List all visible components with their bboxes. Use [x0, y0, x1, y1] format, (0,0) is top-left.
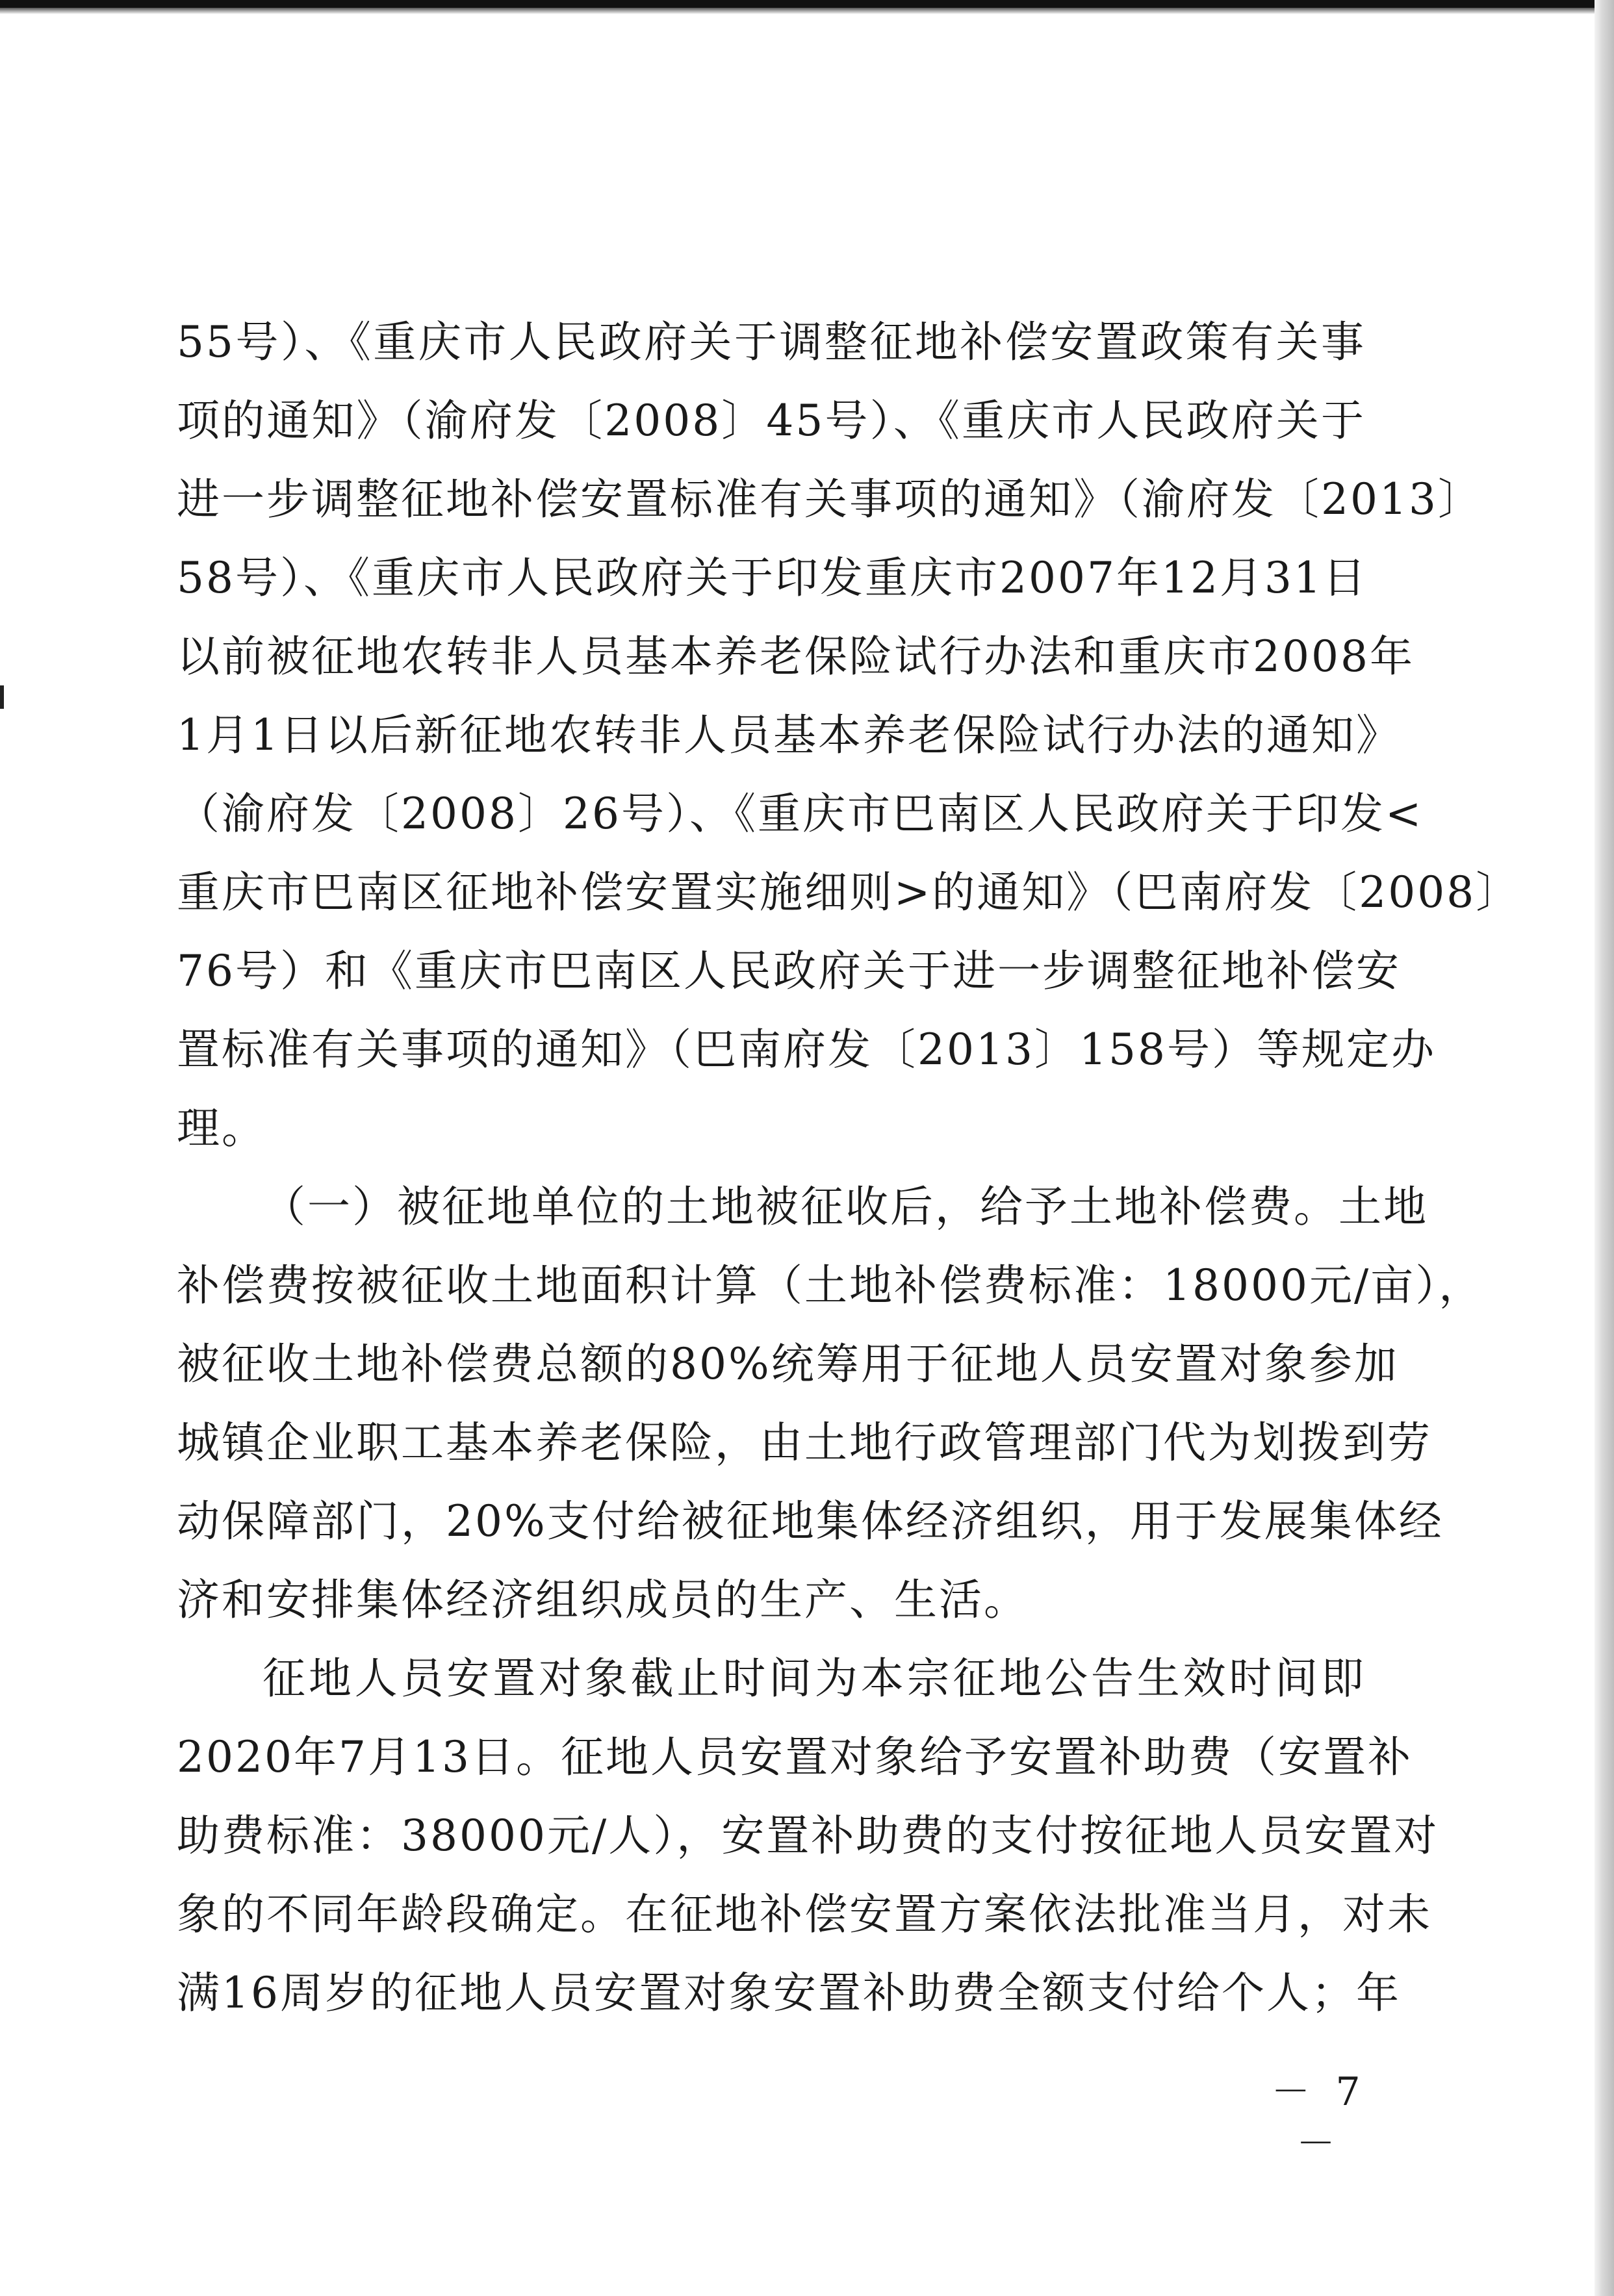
text-line-5: 以前被征地农转非人员基本养老保险试行办法和重庆市2008年 — [177, 631, 1415, 682]
text-line-1: 55号）、《重庆市人民政府关于调整征地补偿安置政策有关事 — [177, 317, 1366, 367]
text-line-17: 济和安排集体经济组织成员的生产、生活。 — [177, 1575, 1029, 1625]
text-line-11: 理。 — [177, 1103, 266, 1153]
text-line-9: 76号）和《重庆市巴南区人民政府关于进一步调整征地补偿安 — [177, 946, 1401, 996]
scan-left-mark — [0, 685, 4, 709]
text-line-20: 助费标准：38000元/人），安置补助费的支付按征地人员安置对 — [177, 1811, 1439, 1861]
text-line-19: 2020年7月13日。征地人员安置对象给予安置补助费（安置补 — [177, 1732, 1413, 1782]
text-line-10: 置标准有关事项的通知》（巴南府发〔2013〕158号）等规定办 — [177, 1025, 1436, 1075]
document-body — [177, 303, 1521, 2032]
text-line-12: （一）被征地单位的土地被征收后，给予土地补偿费。土地 — [263, 1182, 1428, 1232]
text-line-16: 动保障部门，20%支付给被征地集体经济组织，用于发展集体经 — [177, 1496, 1444, 1546]
text-line-7: （渝府发〔2008〕26号）、《重庆市巴南区人民政府关于印发< — [177, 789, 1424, 839]
text-line-4: 58号）、《重庆市人民政府关于印发重庆市2007年12月31日 — [177, 553, 1368, 603]
scan-top-shadow — [0, 8, 1614, 14]
text-line-21: 象的不同年龄段确定。在征地补偿安置方案依法批准当月，对未 — [177, 1889, 1432, 1939]
text-line-2: 项的通知》（渝府发〔2008〕45号）、《重庆市人民政府关于 — [177, 396, 1366, 446]
page-number: － 7 － — [1271, 2069, 1367, 2167]
text-line-6: 1月1日以后新征地农转非人员基本养老保险试行办法的通知》 — [177, 710, 1401, 760]
text-line-14: 被征收土地补偿费总额的80%统筹用于征地人员安置对象参加 — [177, 1339, 1399, 1389]
text-line-13: 补偿费按被征收土地面积计算（土地补偿费标准：18000元/亩）， — [177, 1260, 1484, 1310]
text-line-3: 进一步调整征地补偿安置标准有关事项的通知》（渝府发〔2013〕 — [177, 474, 1483, 524]
text-line-8: 重庆市巴南区征地补偿安置实施细则>的通知》（巴南府发〔2008〕 — [177, 867, 1521, 917]
text-line-22: 满16周岁的征地人员安置对象安置补助费全额支付给个人；年 — [177, 1968, 1401, 2018]
text-line-15: 城镇企业职工基本养老保险，由土地行政管理部门代为划拨到劳 — [177, 1418, 1432, 1468]
scan-right-edge — [1595, 0, 1614, 2296]
scan-top-edge — [0, 0, 1614, 8]
text-line-18: 征地人员安置对象截止时间为本宗征地公告生效时间即 — [263, 1653, 1366, 1703]
